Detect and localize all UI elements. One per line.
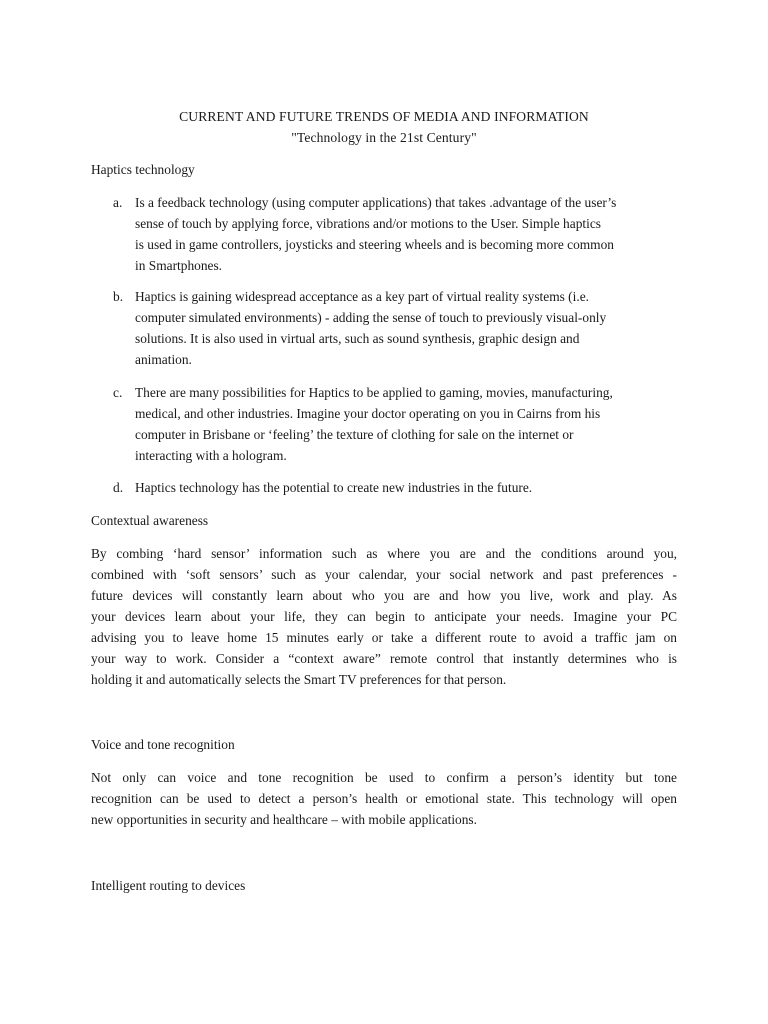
text-line: animation. (135, 352, 192, 367)
text-line: your way to work. Consider a “context aware” remote control that instantly determines who is (91, 651, 677, 666)
text-line: By combing ‘hard sensor’ information such as where you are and the conditions around you, (91, 546, 677, 561)
text-line: holding it and automatically selects the Smart TV preferences for that person. (91, 672, 507, 687)
paragraph-voice (91, 767, 677, 830)
section-heading-voice: Voice and tone recognition (91, 737, 235, 752)
text-line: your devices learn about your life, they can begin to anticipate your needs. Imagine your PC (91, 609, 677, 624)
text-line: combined with ‘soft sensors’ such as your calendar, your social network and past preferences - (91, 567, 677, 582)
section-heading-contextual: Contextual awareness (91, 513, 209, 528)
text-line: computer simulated environments) - adding the sense of touch to previously visual-only (135, 310, 607, 325)
text-line: new opportunities in security and healthcare – with mobile applications. (91, 812, 477, 827)
list-item-text (135, 286, 687, 370)
document-title: CURRENT AND FUTURE TRENDS OF MEDIA AND INFORMATION (179, 109, 589, 124)
list-marker: b. (113, 289, 124, 304)
section-heading-haptics: Haptics technology (91, 162, 195, 177)
list-marker: a. (113, 195, 123, 210)
text-line: Haptics is gaining widespread acceptance as a key part of virtual reality systems (i.e. (135, 289, 590, 304)
text-line: Haptics technology has the potential to create new industries in the future. (135, 480, 533, 495)
document-subtitle: "Technology in the 21st Century" (291, 130, 477, 145)
text-line: sense of touch by applying force, vibrations and/or motions to the User. Simple haptics (135, 216, 601, 231)
list-item-text (135, 382, 687, 466)
section-heading-routing: Intelligent routing to devices (91, 878, 246, 893)
text-line: future devices will constantly learn about who you are and how you live, work and play. As (91, 588, 677, 603)
list-marker: d. (113, 480, 124, 495)
text-line: advising you to leave home 15 minutes early or take a different route to avoid a traffic jam on (91, 630, 677, 645)
list-marker: c. (113, 385, 123, 400)
text-line: computer in Brisbane or ‘feeling’ the texture of clothing for sale on the internet or (135, 427, 574, 442)
list-item-text (135, 477, 687, 498)
list-item-text (135, 192, 687, 276)
paragraph-contextual (91, 543, 677, 690)
text-line: Not only can voice and tone recognition be used to confirm a person’s identity but tone (91, 770, 677, 785)
text-line: interacting with a hologram. (135, 448, 287, 463)
text-line: medical, and other industries. Imagine your doctor operating on you in Cairns from his (135, 406, 601, 421)
text-line: solutions. It is also used in virtual arts, such as sound synthesis, graphic design and (135, 331, 580, 346)
text-line: in Smartphones. (135, 258, 223, 273)
text-line: is used in game controllers, joysticks and steering wheels and is becoming more common (135, 237, 614, 252)
text-line: Is a feedback technology (using computer applications) that takes .advantage of the user’s (135, 195, 617, 210)
text-line: recognition can be used to detect a person’s health or emotional state. This technology will open (91, 791, 677, 806)
text-line: There are many possibilities for Haptics to be applied to gaming, movies, manufacturing, (135, 385, 613, 400)
